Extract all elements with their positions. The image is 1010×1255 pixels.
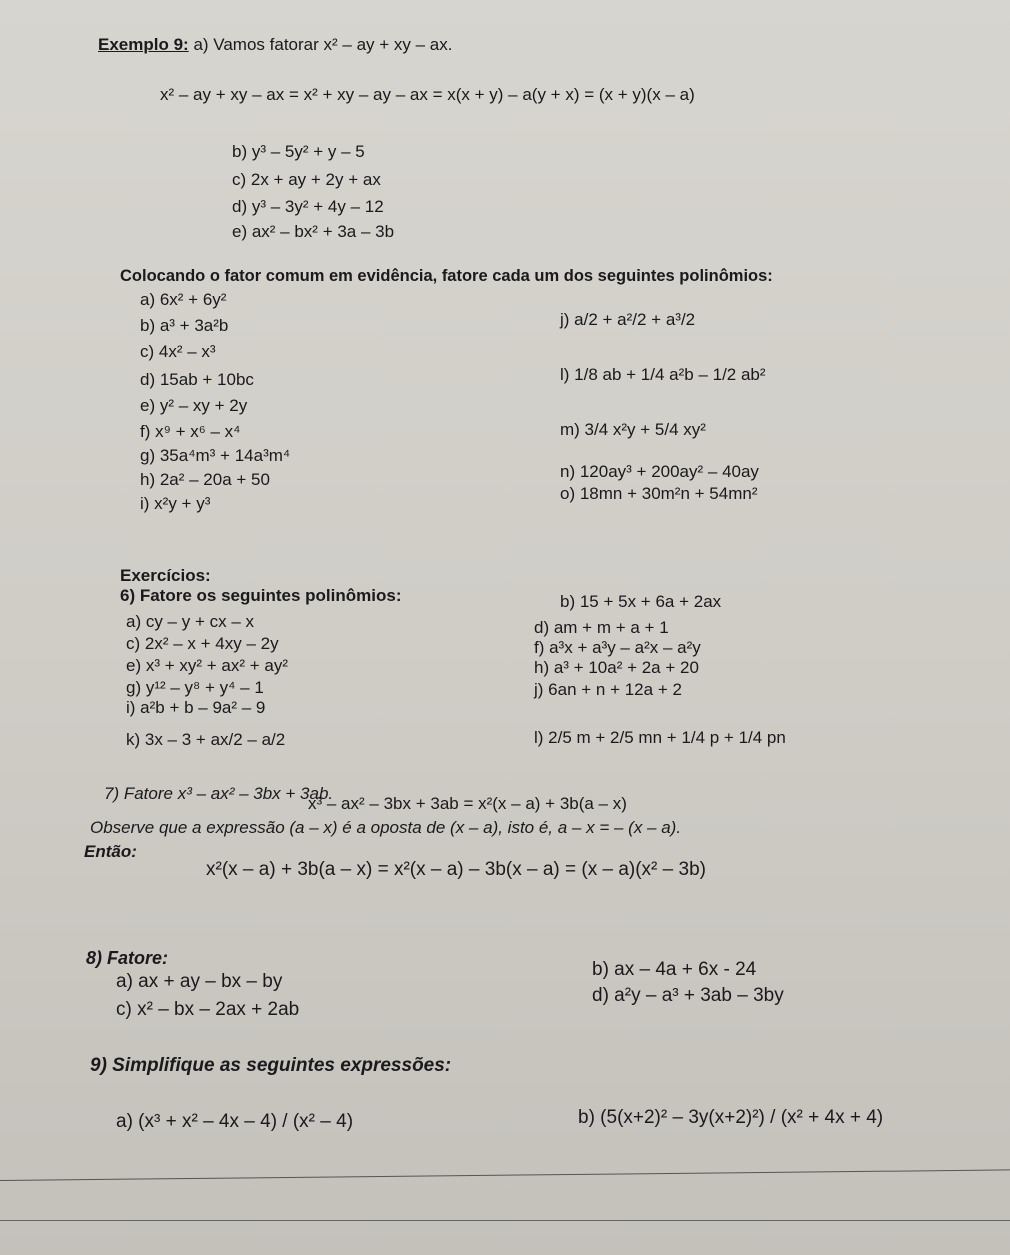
q9-item-b: b) (5(x+2)² – 3y(x+2)²) / (x² + 4x + 4) [578, 1107, 884, 1128]
cf-item-b: b) a³ + 3a²b [140, 316, 229, 335]
cf-item-j: j) a/2 + a²/2 + a³/2 [560, 310, 696, 329]
q6-item-f: f) a³x + a³y – a²x – a²y [534, 638, 701, 657]
page-bottom-edge [0, 1220, 1010, 1255]
example9-title: Exemplo 9: [98, 35, 189, 54]
q6-item-e: e) x³ + xy² + ax² + ay² [126, 656, 289, 675]
q7-result: x²(x – a) + 3b(a – x) = x²(x – a) – 3b(x – a) = (x – a)(x² – 3b) [206, 859, 706, 880]
q9-item-a: a) (x³ + x² – 4x – 4) / (x² – 4) [116, 1111, 354, 1132]
cf-item-g: g) 35a⁴m³ + 14a³m⁴ [140, 446, 291, 465]
cf-item-a: a) 6x² + 6y² [140, 290, 227, 309]
cf-item-o: o) 18mn + 30m²n + 54mn² [560, 484, 758, 503]
cf-item-h: h) 2a² – 20a + 50 [140, 470, 270, 489]
example9-intro: a) Vamos fatorar x² – ay + xy – ax. [193, 35, 453, 54]
cf-item-n: n) 120ay³ + 200ay² – 40ay [560, 462, 759, 481]
common-factor-heading: Colocando o fator comum em evidência, fatore cada um dos seguintes polinômios: [120, 267, 773, 285]
q9-title: 9) Simplifique as seguintes expressões: [90, 1055, 452, 1076]
page-bottom-line [0, 1169, 1010, 1181]
q7-observe: Observe que a expressão (a – x) é a oposta de (x – a), isto é, a – x = – (x – a). [90, 818, 682, 837]
q7-title: 7) Fatore x³ – ax² – 3bx + 3ab. [104, 784, 334, 803]
cf-item-d: d) 15ab + 10bc [140, 370, 254, 389]
example9-item-e: e) ax² – bx² + 3a – 3b [232, 222, 395, 241]
q8-title: 8) Fatore: [86, 948, 169, 968]
q6-item-l: l) 2/5 m + 2/5 mn + 1/4 p + 1/4 pn [534, 728, 786, 747]
cf-item-f: f) x⁹ + x⁶ – x⁴ [140, 422, 241, 441]
q6-item-h: h) a³ + 10a² + 2a + 20 [534, 658, 699, 677]
q8-item-d: d) a²y – a³ + 3ab – 3by [592, 985, 784, 1006]
exercises-heading: Exercícios: [120, 566, 211, 585]
q6-item-b: b) 15 + 5x + 6a + 2ax [560, 592, 722, 611]
cf-item-l: l) 1/8 ab + 1/4 a²b – 1/2 ab² [560, 365, 766, 384]
q6-title: 6) Fatore os seguintes polinômios: [120, 586, 402, 605]
example9-item-c: c) 2x + ay + 2y + ax [232, 170, 381, 189]
q7-entao: Então: [84, 842, 137, 861]
q6-item-i: i) a²b + b – 9a² – 9 [126, 698, 266, 717]
q6-item-g: g) y¹² – y⁸ + y⁴ – 1 [126, 678, 264, 697]
cf-item-c: c) 4x² – x³ [140, 342, 216, 361]
example9-solution: x² – ay + xy – ax = x² + xy – ay – ax = x(x + y) – a(y + x) = (x + y)(x – a) [160, 85, 695, 104]
cf-item-e: e) y² – xy + 2y [140, 396, 248, 415]
q6-item-c: c) 2x² – x + 4xy – 2y [126, 634, 279, 653]
example9-item-d: d) y³ – 3y² + 4y – 12 [232, 197, 384, 216]
q6-item-k: k) 3x – 3 + ax/2 – a/2 [126, 730, 286, 749]
cf-item-m: m) 3/4 x²y + 5/4 xy² [560, 420, 706, 439]
q8-item-b: b) ax – 4a + 6x - 24 [592, 959, 757, 980]
example9-line [98, 35, 452, 55]
q7-expansion: x³ – ax² – 3bx + 3ab = x²(x – a) + 3b(a – x) [308, 794, 627, 813]
q8-item-c: c) x² – bx – 2ax + 2ab [116, 999, 300, 1020]
q6-item-j: j) 6an + n + 12a + 2 [534, 680, 682, 699]
q8-item-a: a) ax + ay – bx – by [116, 971, 283, 992]
cf-item-i: i) x²y + y³ [140, 494, 211, 513]
q6-item-d: d) am + m + a + 1 [534, 618, 669, 637]
q6-item-a: a) cy – y + cx – x [126, 612, 255, 631]
example9-item-b: b) y³ – 5y² + y – 5 [232, 142, 365, 161]
